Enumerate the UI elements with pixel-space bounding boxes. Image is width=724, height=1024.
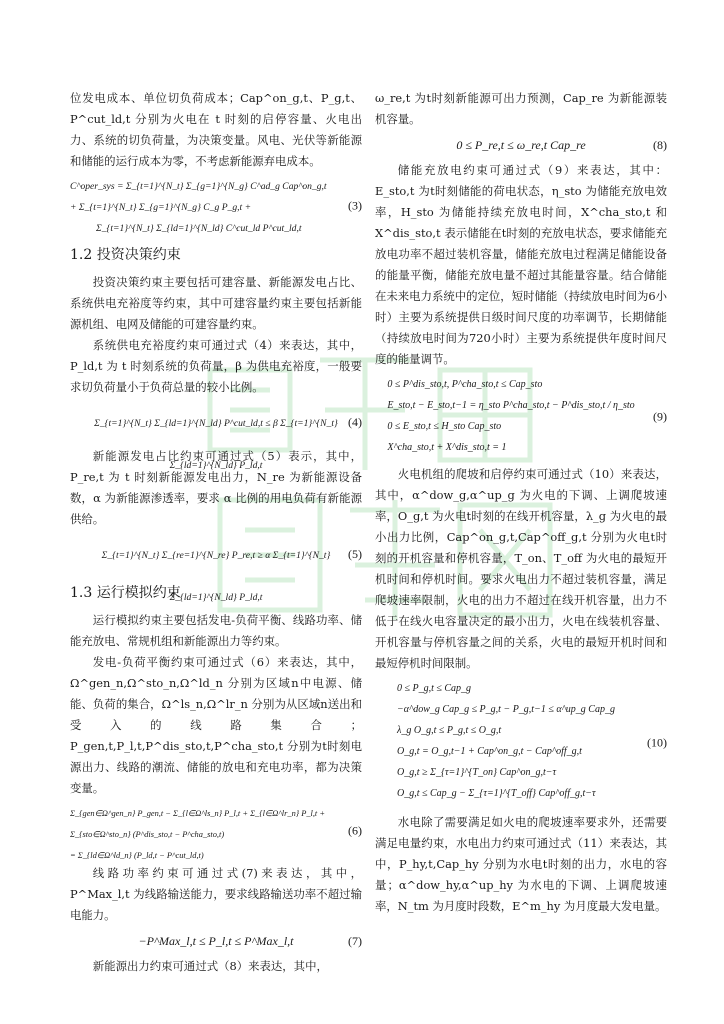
paragraph: 水电除了需要满足如火电的爬坡速率要求外，还需要满足电量约束，水电出力约束可通过式（11）来表达，其中，P_hy,t,Cap_hy 分别为水电t时刻的出力，水电的容量；α^dow_hy,α^up_hy 为水电的下调、上调爬坡速率，N_tm 为月度时段数，E^m_hy 为月度最大发电量。 [375,815,667,913]
equation-line: 0 ≤ P_g,t ≤ Cap_g [397,683,472,694]
equation-line: O_g,t ≥ Σ_{τ=1}^{T_on} Cap^on_g,t−τ [397,767,557,778]
paragraph: 线路功率约束可通过式(7)来表达，其中，P^Max_l,t 为线路输送能力，要求线路输送功率不超过输电能力。 [70,866,362,922]
equation-number: (8) [653,138,667,152]
equation-body: 0 ≤ P_re,t ≤ ω_re,t Cap_re [456,138,586,152]
equation-6 [70,803,362,859]
paragraph: 发电-负荷平衡约束可通过式（6）来表达，其中，Ω^gen_n,Ω^sto_n,Ω^ld_n 分别为区域n中电源、储能、负荷的集合，Ω^ls_n,Ω^lr_n 分别为从区域n送出和受入的线路集合；P_gen,t,P_l,t,P^dis_sto,t,P^cha_sto,t 分别为t时刻电源出力、线路的潮流、储能的放电和充电功率，都为决策变量。 [70,655,362,795]
equation-8 [375,134,667,156]
equation-3 [70,176,362,236]
paragraph: 投资决策约束主要包括可建容量、新能源发电占比、系统供电充裕度等约束，其中可建容量约束主要包括新能源机组、电网及储能的可建容量约束。 [70,275,362,331]
section-heading-1-2: 1.2 投资决策约束 [70,247,181,263]
paragraph: 火电机组的爬坡和启停约束可通过式（10）来表达，其中，α^dow_g,α^up_g 为火电的下调、上调爬坡速率，O_g,t 为火电t时刻的在线开机容量，λ_g 为火电的最小出力比例，Cap^on_g,t,Cap^off_g,t 分别为火电t时刻的开机容量和停机容量，T_on、T_off 为火电的最短开机时间和停机时间。要求火电出力不超过装机容量，满足爬坡速率限制，火电的出力不超过在线开机容量，出力不低于在线火电容量决定的最小出力，火电在线装机容量、开机容量与停机容量之间的关系，火电的最短开机时间和最短停机时间限制。 [375,467,667,670]
equation-line: O_g,t = O_g,t−1 + Cap^on_g,t − Cap^off_g,t [397,746,582,757]
paragraph: 储能充放电约束可通过式（9）来表达，其中：E_sto,t 为t时刻储能的荷电状态，η_sto 为储能充放电效率，H_sto 为储能持续充放电时间，X^cha_sto,t 和 X^dis_sto,t 表示储能在t时刻的充放电状态，要求储能充放电功率不超过装机容量，储能充放电过程满足储能设备的能量平衡，储能充放电量不超过其能量容量。结合储能在未来电力系统中的定位，短时储能（持续放电时间为6小时）主要为系统提供日级时间尺度的功率调节，长期储能（持续放电时间为720小时）主要为系统提供年度时间尺度的能量调节。 [375,163,668,366]
equation-body: −P^Max_l,t ≤ P_l,t ≤ P^Max_l,t [138,934,294,948]
equation-line: Σ_{gen∈Ω^gen_n} P_gen,t − Σ_{l∈Ω^ls_n} P_l,t + Σ_{l∈Ω^lr_n} P_l,t + Σ_{sto∈Ω^sto_n} (P^dis_sto,t − P^cha_sto,t) [70,809,325,839]
equation-line: 0 ≤ P^dis_sto,t, P^cha_sto,t ≤ Cap_sto [387,379,543,390]
right-column [375,88,667,917]
equation-line: −α^dow_g Cap_g ≤ P_g,t − P_g,t−1 ≤ α^up_g Cap_g [397,704,615,715]
paragraph: ω_re,t 为t时刻新能源可出力预测，Cap_re 为新能源装机容量。 [375,91,667,126]
equation-line: λ_g O_g,t ≤ P_g,t ≤ O_g,t [397,725,502,736]
equation-9 [375,374,667,460]
paragraph: 位发电成本、单位切负荷成本；Cap^on_g,t、P_g,t、P^cut_ld,t 分别为火电在 t 时刻的启停容量、火电出力、系统的切负荷量，为决策变量。风电、光伏等新能源和储能的运行成本为零，不考虑新能源弃电成本。 [70,91,362,168]
equation-10 [375,678,667,808]
equation-number: (6) [348,823,362,838]
equation-number: (5) [348,547,362,561]
equation-line: E_sto,t − E_sto,t−1 = η_sto P^cha_sto,t − P^dis_sto,t / η_sto [387,400,635,411]
equation-body: Σ_{t=1}^{N_t} Σ_{re=1}^{N_re} P_re,t ≥ α Σ_{t=1}^{N_t} Σ_{ld=1}^{N_ld} P_ld,t [101,550,331,603]
equation-number: (4) [348,415,362,429]
paragraph: 新能源发电占比约束可通过式（5）表示，其中，P_re,t 为 t 时刻新能源发电出力，N_re 为新能源设备数，α 为新能源渗透率，要求 α 比例的用电负荷有新能源供给。 [70,449,362,526]
section-heading-1-3: 1.3 运行模拟约束 [70,585,181,601]
equation-line: 0 ≤ E_sto,t ≤ H_sto Cap_sto [387,421,502,432]
equation-body: Σ_{t=1}^{N_t} Σ_{ld=1}^{N_ld} P^cut_ld,t ≤ β Σ_{t=1}^{N_t} Σ_{ld=1}^{N_ld} P_ld,t [94,418,338,471]
equation-line: Σ_{t=1}^{N_t} Σ_{ld=1}^{N_ld} C^cut_ld P^cut_ld,t [96,223,302,234]
paragraph: 系统供电充裕度约束可通过式（4）来表达，其中，P_ld,t 为 t 时刻系统的负荷量，β 为供电充裕度，一般要求切负荷量小于负荷总量的较小比例。 [70,338,362,394]
paragraph: 新能源出力约束可通过式（8）来表达，其中， [92,959,328,973]
equation-line: O_g,t ≤ Cap_g − Σ_{τ=1}^{T_off} Cap^off_g,t−τ [397,788,596,799]
equation-4 [70,402,362,471]
equation-number: (9) [653,409,667,424]
equation-line: C^oper_sys = Σ_{t=1}^{N_t} Σ_{g=1}^{N_g} C^ad_g Cap^on_g,t + Σ_{t=1}^{N_t} Σ_{g=1}^{N_g} C_g P_g,t + [70,181,327,213]
equation-line: X^cha_sto,t + X^dis_sto,t = 1 [387,442,507,453]
equation-line: = Σ_{ld∈Ω^ld_n} (P_ld,t − P^cut_ld,t) [70,851,204,860]
equation-number: (3) [348,198,362,213]
equation-number: (7) [348,934,362,948]
left-column [70,88,362,977]
equation-number: (10) [647,735,667,750]
paragraph: 运行模拟约束主要包括发电-负荷平衡、线路功率、储能充放电、常规机组和新能源出力等约束。 [70,613,362,648]
equation-7 [70,930,362,952]
